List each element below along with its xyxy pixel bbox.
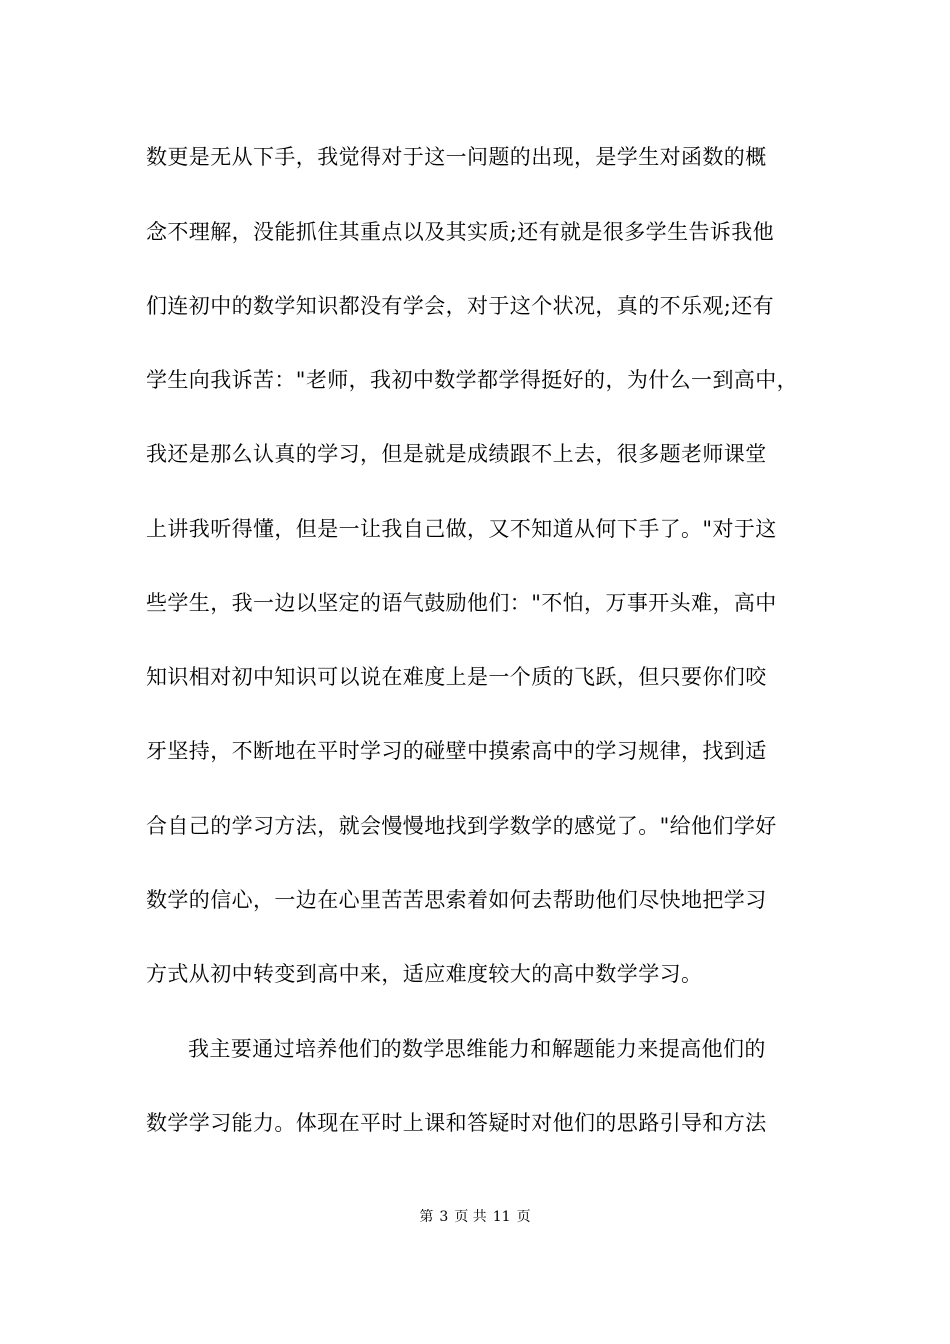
paragraph-1-line-10: 合自己的学习方法，就会慢慢地找到学数学的感觉了。"给他们学好 bbox=[146, 814, 777, 838]
paragraph-2-line-2: 数学学习能力。体现在平时上课和答疑时对他们的思路引导和方法 bbox=[146, 1111, 767, 1135]
paragraph-1-line-7: 些学生，我一边以坚定的语气鼓励他们："不怕，万事开头难，高中 bbox=[146, 591, 777, 615]
paragraph-2-line-1: 我主要通过培养他们的数学思维能力和解题能力来提高他们的 bbox=[188, 1037, 766, 1061]
paragraph-1-line-8: 知识相对初中知识可以说在难度上是一个质的飞跃，但只要你们咬 bbox=[146, 665, 767, 689]
total-pages-number: 11 bbox=[492, 1209, 511, 1225]
footer-prefix: 第 bbox=[419, 1209, 434, 1225]
paragraph-1-line-9: 牙坚持，不断地在平时学习的碰壁中摸索高中的学习规律，找到适 bbox=[146, 739, 767, 763]
paragraph-1-line-6: 上讲我听得懂，但是一让我自己做，又不知道从何下手了。"对于这 bbox=[146, 517, 777, 541]
page-footer bbox=[0, 1208, 950, 1226]
paragraph-1-line-11: 数学的信心，一边在心里苦苦思索着如何去帮助他们尽快地把学习 bbox=[146, 888, 767, 912]
paragraph-1-line-5: 我还是那么认真的学习，但是就是成绩跟不上去，很多题老师课堂 bbox=[146, 442, 767, 466]
paragraph-1-line-4: 学生向我诉苦："老师，我初中数学都学得挺好的，为什么一到高中， bbox=[146, 368, 799, 392]
paragraph-1-line-2: 念不理解，没能抓住其重点以及其实质;还有就是很多学生告诉我他 bbox=[146, 220, 775, 244]
current-page-number: 3 bbox=[439, 1209, 449, 1225]
footer-middle: 页 共 bbox=[454, 1209, 487, 1225]
paragraph-1-line-12: 方式从初中转变到高中来，适应难度较大的高中数学学习。 bbox=[146, 962, 703, 986]
paragraph-1-line-3: 们连初中的数学知识都没有学会，对于这个状况，真的不乐观;还有 bbox=[146, 294, 775, 318]
paragraph-1-line-1: 数更是无从下手，我觉得对于这一问题的出现，是学生对函数的概 bbox=[146, 145, 767, 169]
footer-suffix: 页 bbox=[516, 1209, 531, 1225]
